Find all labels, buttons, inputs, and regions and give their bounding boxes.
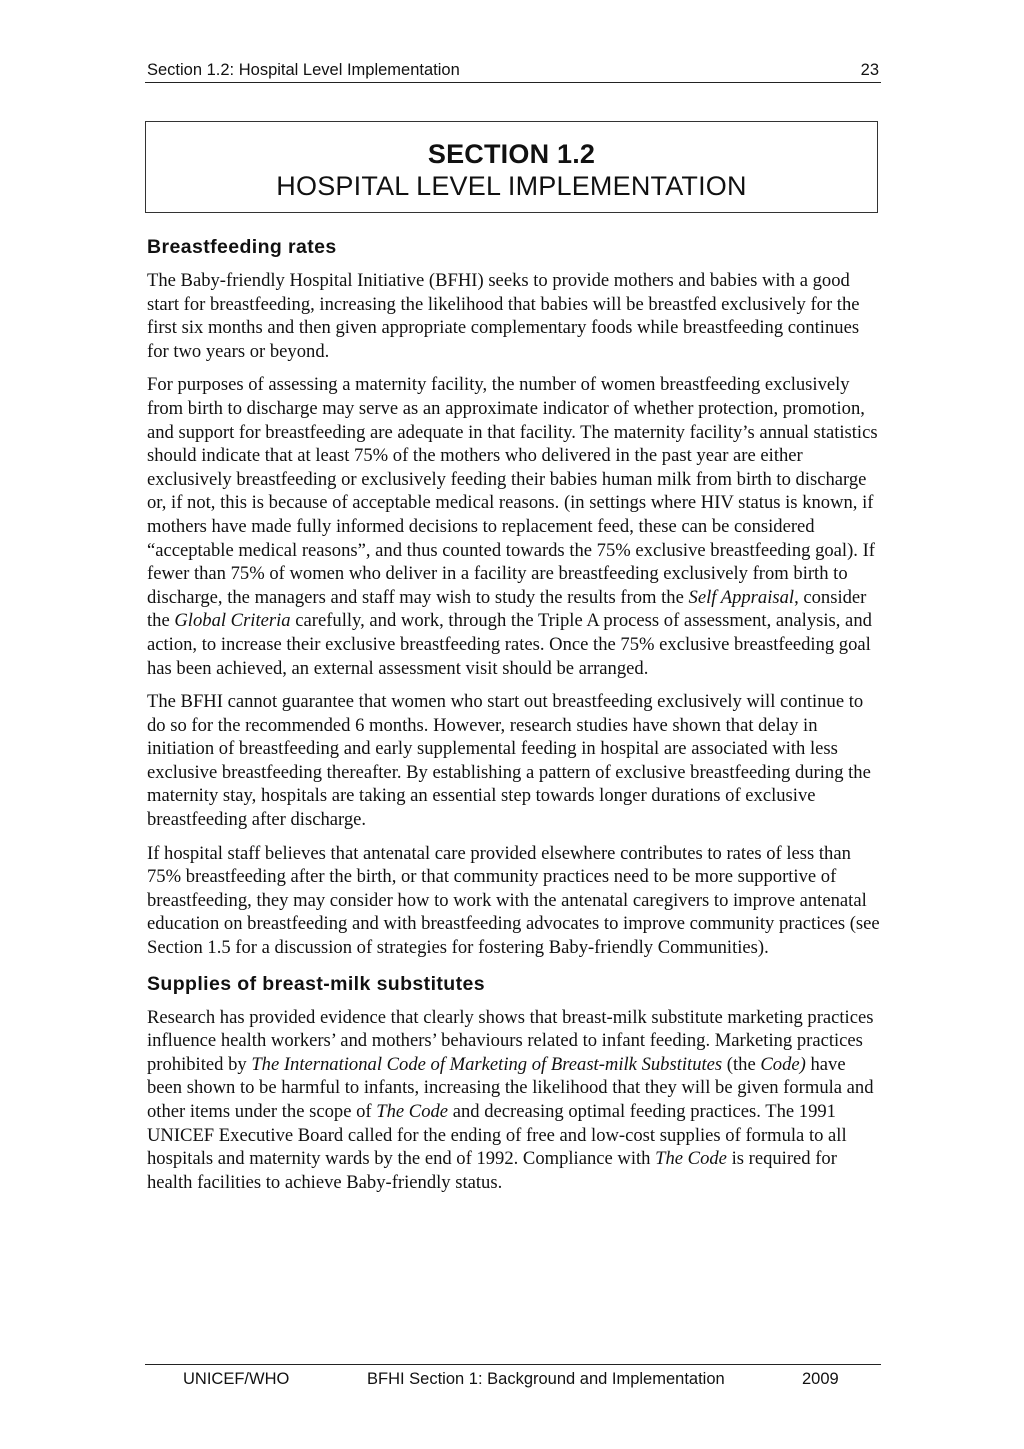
paragraph: For purposes of assessing a maternity facility, the number of women breastfeeding exclusively from birth to discharge may serve as an approximate indicator of whether protection, promotion, and support for breastfeeding are adequate in that facility. The maternity facility’s annual statistics should indicate that at least 75% of the mothers who delivered in the past year are either exclusively breastfeeding or exclusively feeding their babies human milk from birth to discharge or, if not, this is because of acceptable medical reasons. (in settings where HIV status is known, if mothers have made fully informed decisions to replacement feed, these can be considered “acceptable medical reasons”, and thus counted towards the 75% exclusive breastfeeding goal). If fewer than 75% of women who deliver in a facility are breastfeeding exclusively from birth to discharge, the managers and staff may wish to study the results from the Self Appraisal, consider the Global Criteria carefully, and work, through the Triple A process of assessment, analysis, and action, to increase their exclusive breastfeeding rates. Once the 75% exclusive breastfeeding goal has been achieved, an external assessment visit should be arranged. (147, 374, 878, 679)
page-number: 23 (860, 61, 879, 79)
paragraph: The Baby-friendly Hospital Initiative (BFHI) seeks to provide mothers and babies with a good start for breastfeeding, increasing the likelihood that babies will be breastfed exclusively for the first six months and then given appropriate complementary foods while breastfeeding continues for two years or beyond. (147, 270, 860, 362)
header-section-title: Section 1.2: Hospital Level Implementation (147, 61, 460, 79)
section-number: SECTION 1.2 (427, 139, 596, 169)
heading-supplies-substitutes: Supplies of breast-milk substitutes (147, 972, 485, 995)
heading-breastfeeding-rates: Breastfeeding rates (147, 236, 337, 258)
italic-title: The Code (376, 1101, 449, 1122)
running-footer (145, 1364, 881, 1395)
footer-year: 2009 (802, 1370, 839, 1388)
italic-title: Self Appraisal (688, 586, 795, 608)
section-title-box (145, 121, 878, 213)
paragraph: If hospital staff believes that antenatal care provided elsewhere contributes to rates of less than 75% breastfeeding after the birth, or that community practices need to be more supportive of breastfeeding, they may consider how to work with the antenatal caregivers to improve antenatal education on breastfeeding and with breastfeeding advocates to improve community practices (see Section 1.5 for a discussion of strategies for fostering Baby-friendly Communities). (147, 842, 880, 959)
paragraph: Research has provided evidence that clearly shows that breast-milk substitute marketing practices influence health workers’ and mothers’ behaviours related to infant feeding. Marketing practices prohibited by The International Code of Marketing of Breast-milk Substitutes (the Code) have been shown to be harmful to infants, increasing the likelihood that they will be given formula and other items under the scope of The Code and decreasing optimal feeding practices. The 1991 UNICEF Executive Board called for the ending of free and low-cost supplies of formula to all hospitals and maternity wards by the end of 1992. Compliance with The Code is required for health facilities to achieve Baby-friendly status. (147, 1006, 874, 1193)
main-content (147, 233, 882, 1204)
paragraph: The BFHI cannot guarantee that women who start out breastfeeding exclusively will continue to do so for the recommended 6 months. However, research studies have shown that delay in initiation of breastfeeding and early supplemental feeding in hospital are associated with less exclusive breastfeeding thereafter. By establishing a pattern of exclusive breastfeeding during the maternity stay, hospitals are taking an essential step towards longer durations of exclusive breastfeeding after discharge. (147, 691, 871, 831)
running-header (145, 58, 881, 83)
footer-document-title: BFHI Section 1: Background and Implementation (367, 1370, 725, 1388)
italic-title: The Code (655, 1148, 727, 1170)
section-title: HOSPITAL LEVEL IMPLEMENTATION (276, 171, 747, 201)
italic-title: Code) (760, 1053, 806, 1075)
footer-org: UNICEF/WHO (183, 1370, 290, 1388)
italic-title: The International Code of Marketing of Breast-milk Substitutes (251, 1053, 723, 1075)
italic-title: Global Criteria (174, 610, 291, 632)
